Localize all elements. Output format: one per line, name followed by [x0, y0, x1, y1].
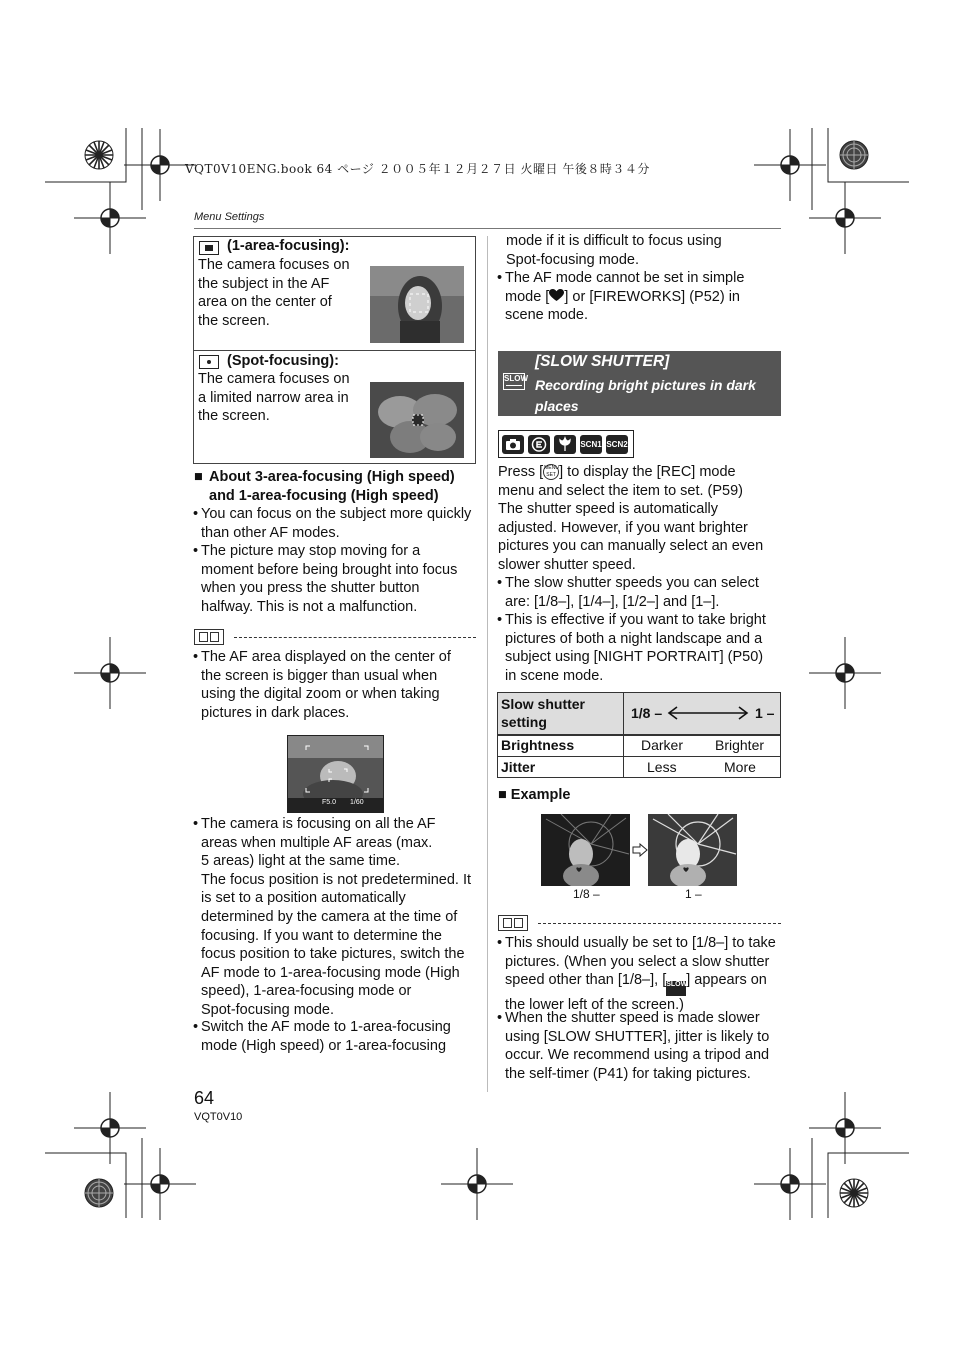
header-rule: [194, 228, 781, 229]
note2-bullet-2: • When the shutter speed is made slower using [SLOW SHUTTER], jitter is likely to occur. We recommend using a tripod and the self-timer (P41) for taking pictures.: [497, 1010, 770, 1082]
slow-bullet-1: • The slow shutter speeds you can select are: [1/8–], [1/4–], [1/2–] and [1–].: [497, 575, 759, 610]
flower-macro-icon: [554, 435, 576, 454]
about-bullet-2: • The picture may stop moving for a moment before being brought into focus when you press the shutter button halfway. This is not a malfunction.: [193, 543, 458, 615]
slow-bullet-2: • This is effective if you want to take bright pictures of both a night landscape and a subject using [NIGHT PORTRAIT] (P50) in scene mode.: [497, 612, 766, 684]
about-heading-l1: About 3-area-focusing (High speed): [209, 469, 455, 485]
af-table-divider: [193, 350, 476, 351]
print-info-header: VQT0V10ENG.book 64 ページ ２００５年１２月２７日 火曜日 午後８時３４分: [185, 162, 650, 176]
one-area-l3: area on the center of: [198, 294, 332, 311]
about-heading-l2: and 1-area-focusing (High speed): [209, 487, 439, 504]
about-square-bullet: ■: [194, 469, 203, 485]
press-line-6: slower shutter speed.: [498, 557, 636, 573]
example-photo-bright: [648, 814, 737, 886]
left-bottom-bullet-2: • Switch the AF mode to 1-area-focusing mode (High speed) or 1-area-focusing: [193, 1019, 451, 1054]
portrait-photo: [370, 266, 464, 343]
press-line-1: Press [MENU SET ] to display the [REC] mode: [498, 464, 736, 480]
section-label: Menu Settings: [194, 211, 265, 223]
table-header-l1: Slow shutter: [501, 696, 586, 712]
press-line-3: The shutter speed is automatically: [498, 501, 719, 518]
one-area-focus-icon: [199, 241, 219, 255]
left-bottom-bullet-1: • The camera is focusing on all the AF areas when multiple AF areas (max. 5 areas) light at the same time. The focus position is not predetermined. It is set to a position automatically determined by the camera at the time of focusing. If you want to determine the focus position to take pictures, switch the AF mode to 1-area-focusing mode (High speed), 1-area-focusing mode or Spot-focusing mode.: [193, 816, 472, 1018]
note1-bullet-1: • The AF area displayed on the center of the screen is bigger than usual when using the digital zoom or when taking pictures in dark places.: [193, 649, 451, 721]
banner-title: [SLOW SHUTTER]: [535, 353, 670, 370]
column-divider: [487, 236, 488, 1092]
flower-photo: [370, 382, 464, 458]
page-code: VQT0V10: [194, 1111, 243, 1123]
example-caption-left: 1/8 –: [573, 887, 600, 901]
one-area-l1: The camera focuses on: [198, 257, 350, 273]
brightness-label: Brightness: [501, 737, 575, 753]
slow-shutter-table: [497, 692, 781, 778]
one-area-l4: the screen.: [198, 312, 270, 329]
press-line-5: pictures you can manually select an even: [498, 538, 764, 555]
banner-subtitle-l1: Recording bright pictures in dark: [535, 377, 756, 393]
spot-l3: the screen.: [198, 408, 270, 425]
scene-mode-1-icon: SCN1: [580, 435, 602, 454]
lcd-shutter: 1/60: [350, 799, 364, 806]
brightness-right: Brighter: [715, 737, 765, 753]
right-cont-l1: mode if it is difficult to focus using: [506, 233, 722, 249]
macro-mode-icon: [528, 435, 550, 454]
heart-icon: [549, 289, 564, 302]
one-area-l2: the subject in the AF: [198, 275, 330, 292]
note-icon-2: [498, 915, 528, 931]
lcd-aperture: F5.0: [322, 799, 337, 806]
page-number: 64: [194, 1088, 215, 1108]
example-heading: ■ Example: [498, 787, 571, 803]
slow-shutter-icon: SLOW: [503, 373, 525, 390]
lcd-screen-image: [287, 735, 384, 813]
jitter-label: Jitter: [501, 759, 536, 775]
double-arrow-icon: [666, 705, 750, 721]
example-caption-right: 1 –: [685, 887, 702, 901]
note-divider: [234, 637, 476, 638]
range-start: 1/8 –: [631, 705, 663, 721]
spot-l2: a limited narrow area in: [198, 389, 349, 406]
range-end: 1 –: [755, 705, 775, 721]
slow-shutter-small-icon: SLOW: [666, 981, 686, 996]
example-photo-dark: [541, 814, 630, 886]
brightness-left: Darker: [641, 737, 684, 753]
menu-set-button-icon: MENU SET: [544, 465, 559, 479]
spot-focus-icon: [199, 355, 219, 369]
note-divider-2: [538, 923, 781, 924]
one-area-title: (1-area-focusing):: [227, 238, 350, 254]
table-col-rule: [623, 693, 624, 777]
note2-bullet-1: • This should usually be set to [1/8–] to take pictures. (When you select a slow shutter speed other than [1/8–], [SLOW] appears on the lower left of the screen.): [497, 935, 776, 1014]
table-row-rule: [498, 756, 780, 757]
spot-l1: The camera focuses on: [198, 371, 350, 387]
spot-title: (Spot-focusing):: [227, 353, 339, 369]
scene-mode-2-icon: SCN2: [606, 435, 628, 454]
press-line-4: adjusted. However, if you want brighter: [498, 519, 748, 536]
press-line-2: menu and select the item to set. (P59): [498, 482, 744, 499]
table-header-l2: setting: [501, 714, 547, 730]
normal-picture-mode-icon: [502, 435, 524, 454]
right-cont-l2: Spot-focusing mode.: [506, 251, 639, 268]
right-af-bullet: • The AF mode cannot be set in simple mode [ ] or [FIREWORKS] (P52) in scene mode.: [497, 270, 745, 324]
about-bullet-1: • You can focus on the subject more quickly than other AF modes.: [193, 506, 472, 541]
banner-subtitle-l2: places: [535, 397, 579, 414]
example-arrow-icon: [632, 843, 648, 857]
available-modes-strip: [498, 430, 634, 458]
jitter-right: More: [724, 759, 756, 775]
jitter-left: Less: [647, 759, 677, 775]
note-icon: [194, 629, 224, 645]
